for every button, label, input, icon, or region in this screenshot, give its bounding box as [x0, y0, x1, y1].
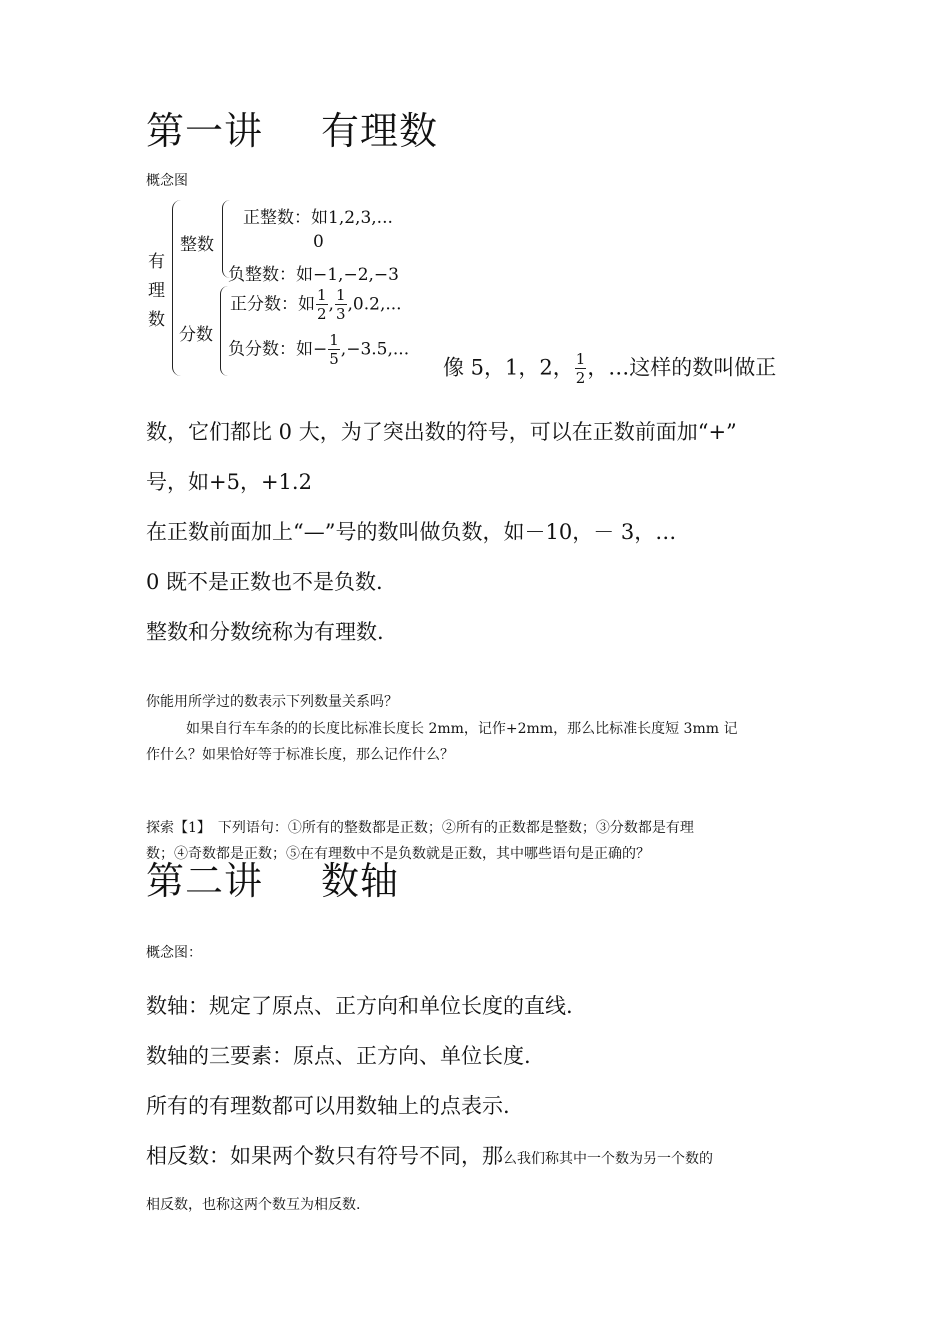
lecture2-title-number: 第二讲	[146, 859, 264, 903]
fractions-brace	[220, 286, 228, 376]
para1-prefix: 像 5，1，2，	[443, 355, 574, 380]
tree-root-char-1: 有	[148, 252, 165, 272]
fraction-one-half-inline	[575, 352, 587, 386]
fraction-denominator: 2	[317, 305, 327, 323]
fraction-one-third	[335, 288, 347, 322]
opposite-number-definition-line2: 相反数，也称这两个数互为相反数.	[146, 1197, 361, 1213]
rational-number-definition: 整数和分数统称为有理数.	[146, 620, 384, 644]
rational-on-number-line: 所有的有理数都可以用数轴上的点表示.	[146, 1094, 510, 1118]
zero-statement: 0 既不是正数也不是负数.	[146, 570, 383, 594]
fraction-numerator: 1	[329, 331, 339, 349]
question-line1: 如果自行车车条的的长度比标准长度长 2mm，记作+2mm，那么比标准长度短 3mm 记	[186, 721, 738, 737]
positive-number-definition-line1	[443, 352, 776, 386]
para1-suffix: ，…这样的数叫做正	[587, 355, 777, 380]
fraction-denominator: 3	[335, 305, 346, 323]
positive-number-definition-line3: 号，如+5，+1.2	[146, 470, 312, 494]
negative-fractions	[228, 333, 409, 367]
lecture2-title	[146, 850, 399, 905]
question-intro: 你能用所学过的数表示下列数量关系吗？	[146, 694, 398, 710]
explore-line1: 探索【1】 下列语句：①所有的整数都是正数；②所有的正数都是整数；③分数都是有理	[146, 820, 694, 836]
positive-number-definition-line2: 数，它们都比 0 大，为了突出数的符号，可以在正数前面加“+”	[146, 420, 737, 444]
lecture1-title	[146, 100, 438, 155]
opposite-definition-big: 相反数：如果两个数只有符号不同，那	[146, 1144, 503, 1168]
integers-label: 整数	[180, 235, 214, 255]
fraction-denominator: 5	[329, 350, 339, 368]
explore-line2: 数；④奇数都是正数；⑤在有理数中不是负数就是正数，其中哪些语句是正确的？	[146, 846, 650, 862]
positive-integers: 正整数：如1,2,3,...	[243, 208, 393, 228]
negative-fractions-prefix: 负分数：如−	[228, 339, 328, 360]
concept-map-label: 概念图	[146, 173, 188, 189]
lecture2-title-topic: 数轴	[321, 859, 400, 903]
fraction-numerator: 1	[575, 350, 586, 368]
opposite-definition-small: 么我们称其中一个数为另一个数的	[503, 1151, 713, 1167]
fraction-separator: ,	[328, 294, 334, 315]
number-line-definition: 数轴：规定了原点、正方向和单位长度的直线.	[146, 994, 573, 1018]
fraction-denominator: 2	[575, 369, 586, 387]
positive-fractions	[230, 288, 402, 322]
tree-root-char-3: 数	[148, 310, 165, 330]
lecture1-title-number: 第一讲	[146, 109, 264, 153]
positive-fractions-suffix: ,0.2,...	[347, 294, 402, 315]
lecture1-title-topic: 有理数	[321, 109, 439, 153]
negative-integers: 负整数：如−1,−2,−3	[228, 265, 399, 285]
number-line-three-elements: 数轴的三要素：原点、正方向、单位长度.	[146, 1044, 531, 1068]
fractions-label: 分数	[179, 325, 213, 345]
negative-number-definition: 在正数前面加上“—”号的数叫做负数，如－10，－ 3，…	[146, 520, 677, 544]
fraction-one-fifth	[328, 333, 340, 367]
lecture2-concept-map-label: 概念图：	[146, 945, 202, 961]
question-line2: 作什么？如果恰好等于标准长度，那么记作什么？	[146, 747, 454, 763]
negative-fractions-suffix: ,−3.5,...	[340, 339, 410, 360]
tree-root-char-2: 理	[148, 281, 165, 301]
fraction-numerator: 1	[335, 286, 346, 304]
root-brace	[172, 200, 181, 376]
fraction-numerator: 1	[317, 286, 327, 304]
zero-item: 0	[313, 232, 324, 252]
fraction-one-half	[316, 288, 328, 322]
positive-fractions-prefix: 正分数：如	[230, 294, 315, 315]
opposite-number-definition-line1	[146, 1146, 713, 1168]
